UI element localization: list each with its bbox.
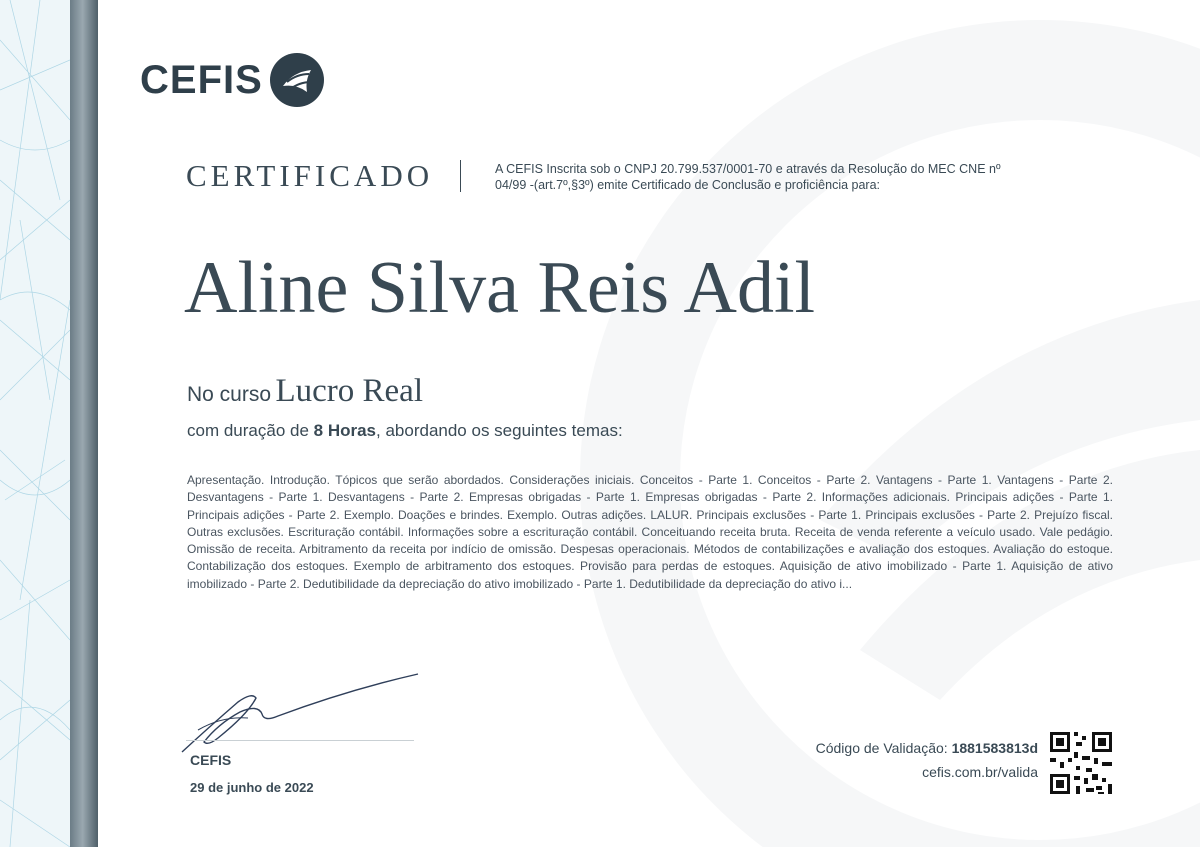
certificate-intro: A CEFIS Inscrita sob o CNPJ 20.799.537/0001-70 e através da Resolução do MEC CNE nº 04/99 -(art.7º,§3º) emite Certificado de Conclusão e proficiência para:: [495, 162, 1001, 192]
signature-org: CEFIS: [190, 752, 232, 768]
title-divider: [460, 160, 461, 192]
signature-line: [186, 740, 414, 741]
signature-graphic: [178, 668, 428, 758]
watermark-logo: [560, 0, 1200, 847]
qr-code-icon[interactable]: [1040, 722, 1122, 804]
duration-suffix: , abordando os seguintes temas:: [376, 421, 623, 440]
student-name: Aline Silva Reis Adil: [184, 247, 816, 329]
validation-url[interactable]: cefis.com.br/valida: [922, 764, 1038, 780]
duration-value: 8 Horas: [313, 421, 377, 440]
course-line: [187, 373, 423, 410]
duration-prefix: com duração de: [187, 421, 309, 440]
course-topics: Apresentação. Introdução. Tópicos que serão abordados. Considerações iniciais. Conceitos - Parte 1. Conceitos - Parte 2. Vantagens - Parte 1. Vantagens - Parte 2. Desvantagens - Parte 1. Desvantagens - Parte 2. Empresas obrigadas - Parte 1. Empresas obrigadas - Parte 2. Informações adicionais. Principais adições - Parte 1. Principais adições - Parte 2. Exemplo. Doações e brindes. Exemplo. Outras adições. LALUR. Principais exclusões - Parte 1. Principais exclusões - Parte 2. Prejuízo fiscal. Outras exclusões. Escrituração contábil. Informações sobre a escrituração contábil. Conceituando receita bruta. Receita de venda referente a veículo usado. Vale pedágio. Omissão de receita. Arbitramento da receita por indício de omissão. Despesas operacionais. Métodos de contabilizações e avaliação dos estoques. Avaliação do estoque. Contabilização dos estoques. Exemplo de arbitramento dos estoques. Provisão para perdas de estoques. Aquisição de ativo imobilizado - Parte 1. Aquisição de ativo imobilizado - Parte 2. Dedutibilidade da depreciação do ativo imobilizado - Parte 1. Dedutibilidade da depreciação do ativo i...: [187, 473, 1113, 591]
course-name: Lucro Real: [275, 373, 424, 409]
validation-code: 1881583813d: [951, 740, 1038, 756]
cefis-logo-icon: [269, 52, 325, 108]
duration-line: [187, 421, 623, 441]
decorative-side-pattern: [0, 0, 70, 847]
logo-text: CEFIS: [140, 57, 263, 102]
certificate-title: CERTIFICADO: [186, 158, 434, 193]
validation-code-line: [816, 740, 1038, 756]
decorative-side-bar: [70, 0, 98, 847]
cefis-logo: [140, 52, 325, 108]
issue-date: 29 de junho de 2022: [190, 780, 314, 795]
validation-label: Código de Validação:: [815, 740, 948, 756]
course-prefix: No curso: [187, 383, 272, 406]
validation-block: [816, 740, 1038, 780]
